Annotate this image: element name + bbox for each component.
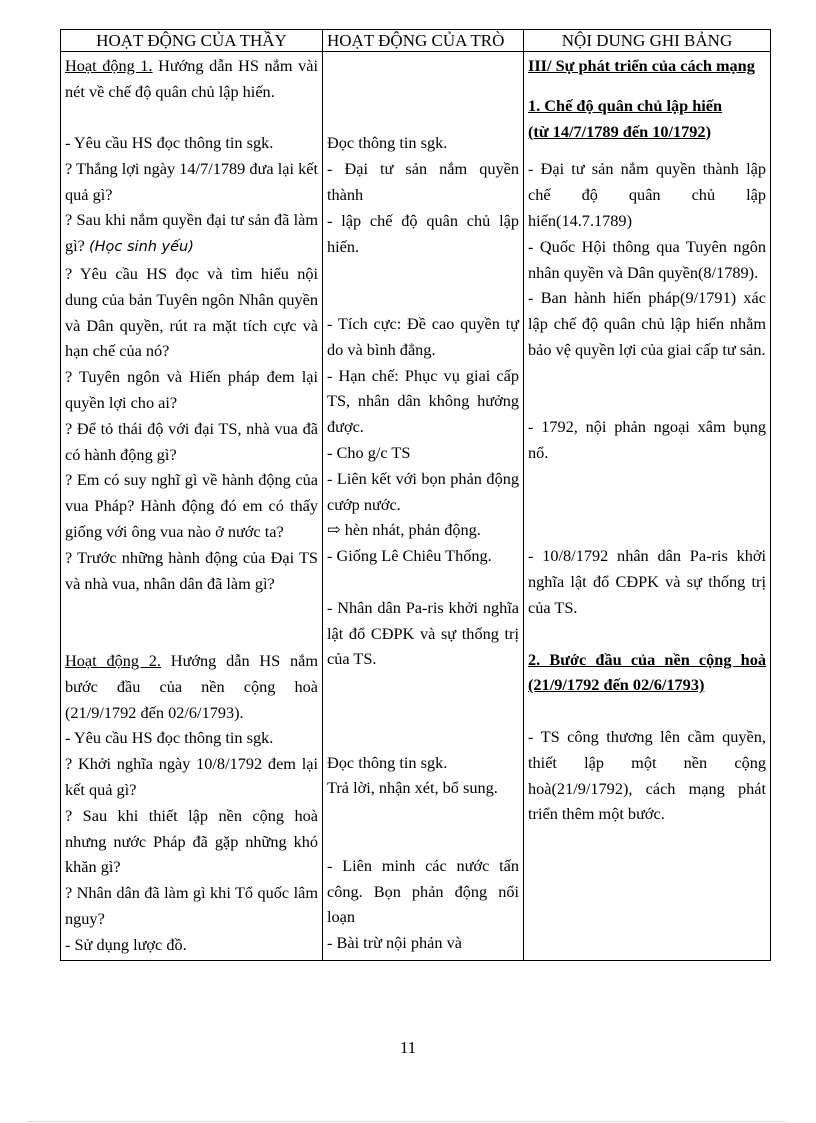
subsection-2-heading: 2. Bước đầu của nền cộng hoà (21/9/1792 đến 02/6/1793)	[528, 649, 766, 695]
right-arrow-icon: ⇨	[327, 520, 341, 540]
student-answer: - lập chế độ quân chủ lập hiến.	[327, 210, 519, 256]
student-answer: - Hạn chế: Phục vụ giai cấp TS, nhân dân không hưởng được.	[327, 365, 519, 437]
spacer	[65, 596, 318, 622]
student-answer: Đọc thông tin sgk.	[327, 752, 448, 772]
spacer	[327, 569, 519, 595]
header-student-activity: HOẠT ĐỘNG CỦA TRÒ	[323, 30, 524, 52]
student-answer: - Tích cực: Đề cao quyền tự do và bình đẳng.	[327, 313, 519, 359]
subsection-1-heading	[528, 93, 766, 145]
section-heading: III/ Sự phát triển của cách mạng	[528, 56, 755, 75]
teacher-question: ? Tuyên ngôn và Hiến pháp đem lại quyền lợi cho ai?	[65, 367, 318, 412]
teacher-question: - Yêu cầu HS đọc thông tin sgk.	[65, 133, 274, 152]
student-answer: - Nhân dân Pa-ris khởi nghĩa lật đổ CĐPK và sự thống trị của TS.	[327, 597, 519, 669]
subsection-1-title: 1. Chế độ quân chủ lập hiến	[528, 95, 723, 115]
spacer	[528, 621, 766, 647]
spacer	[327, 724, 519, 750]
spacer	[327, 672, 519, 698]
activity-1-description: Hướng dẫn HS nắm vài nét về chế độ quân chủ lập hiến.	[65, 56, 318, 101]
board-note: - TS công thương lên cầm quyền, thiết lập một nền cộng hoà(21/9/1792), cách mạng phát triển thêm một bước.	[528, 726, 766, 824]
spacer	[528, 79, 766, 93]
teacher-question	[65, 207, 318, 261]
spacer	[528, 492, 766, 518]
student-answer: - Liên kết với bọn phản động cướp nước.	[327, 468, 519, 514]
spacer	[528, 466, 766, 492]
table-body-row	[61, 52, 771, 961]
activity-2-title: Hoạt động 2.	[65, 650, 162, 670]
spacer	[327, 285, 519, 311]
teacher-question: ? Nhân dân đã làm gì khi Tổ quốc lâm nguy?	[65, 883, 318, 928]
activity-2-heading	[65, 648, 318, 725]
teacher-question: - Sử dụng lược đồ.	[65, 934, 187, 954]
spacer	[528, 144, 766, 156]
spacer	[528, 518, 766, 544]
spacer	[327, 801, 519, 827]
spacer	[327, 259, 519, 285]
board-note: - Ban hành hiến pháp(9/1791) xác lập chế độ quân chủ lập hiến nhằm bảo vệ quyền lợi của giai cấp tư sản.	[528, 288, 766, 359]
student-answer: - Giống Lê Chiêu Thống.	[327, 546, 492, 566]
spacer	[327, 105, 519, 131]
spacer	[65, 622, 318, 648]
weak-student-note: (Học sinh yếu)	[88, 239, 194, 256]
footer-divider	[28, 1121, 788, 1122]
board-note: - Đại tư sản nắm quyền thành lập chế độ quân chủ lập hiến(14.7.1789)	[528, 159, 766, 230]
teacher-question: - Yêu cầu HS đọc thông tin sgk.	[65, 728, 274, 748]
student-answer: Trả lời, nhận xét, bổ sung.	[327, 778, 498, 798]
header-board-content: NỘI DUNG GHI BẢNG	[524, 30, 771, 52]
subsection-1-close: )	[705, 121, 711, 141]
student-answer: - Cho g/c TS	[327, 442, 411, 462]
board-note: - 10/8/1792 nhân dân Pa-ris khởi nghĩa lật đổ CĐPK và sự thống trị của TS.	[528, 546, 766, 617]
table-header-row	[61, 30, 771, 52]
spacer	[327, 53, 519, 79]
student-answer	[327, 517, 519, 543]
spacer	[528, 363, 766, 389]
board-content-cell	[524, 52, 771, 961]
teacher-question: ? Em có suy nghĩ gì về hành động của vua Pháp? Hành động đó em có thấy giống với ông vua nào ở nước ta?	[65, 470, 318, 541]
spacer	[327, 698, 519, 724]
teacher-question: ? Để tỏ thái độ với đại TS, nhà vua đã có hành động gì?	[65, 418, 318, 464]
teacher-question: ? Sau khi thiết lập nền cộng hoà nhưng nước Pháp đã gặp những khó khăn gì?	[65, 805, 318, 877]
student-answer: - Đại tư sản nắm quyền thành	[327, 159, 519, 204]
page-number: 11	[399, 1038, 417, 1057]
teacher-question: ? Thắng lợi ngày 14/7/1789 đưa lại kết quả gì?	[65, 158, 318, 204]
spacer	[327, 827, 519, 853]
student-answer: - Bài trừ nội phản và	[327, 933, 462, 953]
board-note: - Quốc Hội thông qua Tuyên ngôn nhân quyền và Dân quyền(8/1789).	[528, 236, 766, 282]
activity-2-description: Hướng dẫn HS nắm bước đầu của nền cộng hoà (21/9/1792 đến 02/6/1793).	[65, 650, 319, 722]
student-answer-text: hèn nhát, phản động.	[340, 520, 481, 540]
student-activity-cell	[323, 52, 524, 961]
spacer	[528, 698, 766, 724]
teacher-question-text: ? Sau khi nắm quyền đại tư sản đã làm gì?	[65, 210, 318, 256]
header-teacher-activity: HOẠT ĐỘNG CỦA THẦY	[61, 30, 323, 52]
student-answer: Đọc thông tin sgk.	[327, 133, 448, 153]
subsection-1-dates: (từ 14/7/1789 đến 10/1792	[528, 121, 706, 141]
teacher-question: ? Khởi nghĩa ngày 10/8/1792 đem lại kết quả gì?	[65, 754, 318, 799]
lesson-plan-table	[60, 29, 771, 961]
teacher-question: ? Yêu cầu HS đọc và tìm hiểu nội dung của bản Tuyên ngôn Nhân quyền và Dân quyền, rút ra mặt tích cực và hạn chế của nó?	[65, 263, 318, 361]
activity-1-heading	[65, 53, 318, 130]
spacer	[528, 389, 766, 415]
teacher-activity-cell	[61, 52, 323, 961]
board-note: - 1792, nội phản ngoại xâm bụng nổ.	[528, 417, 766, 463]
student-answer: - Liên minh các nước tấn công. Bọn phản động nổi loạn	[327, 855, 519, 927]
spacer	[327, 79, 519, 105]
teacher-question: ? Trước những hành động của Đại TS và nhà vua, nhân dân đã làm gì?	[65, 547, 318, 593]
activity-1-title: Hoạt động 1.	[65, 56, 153, 75]
